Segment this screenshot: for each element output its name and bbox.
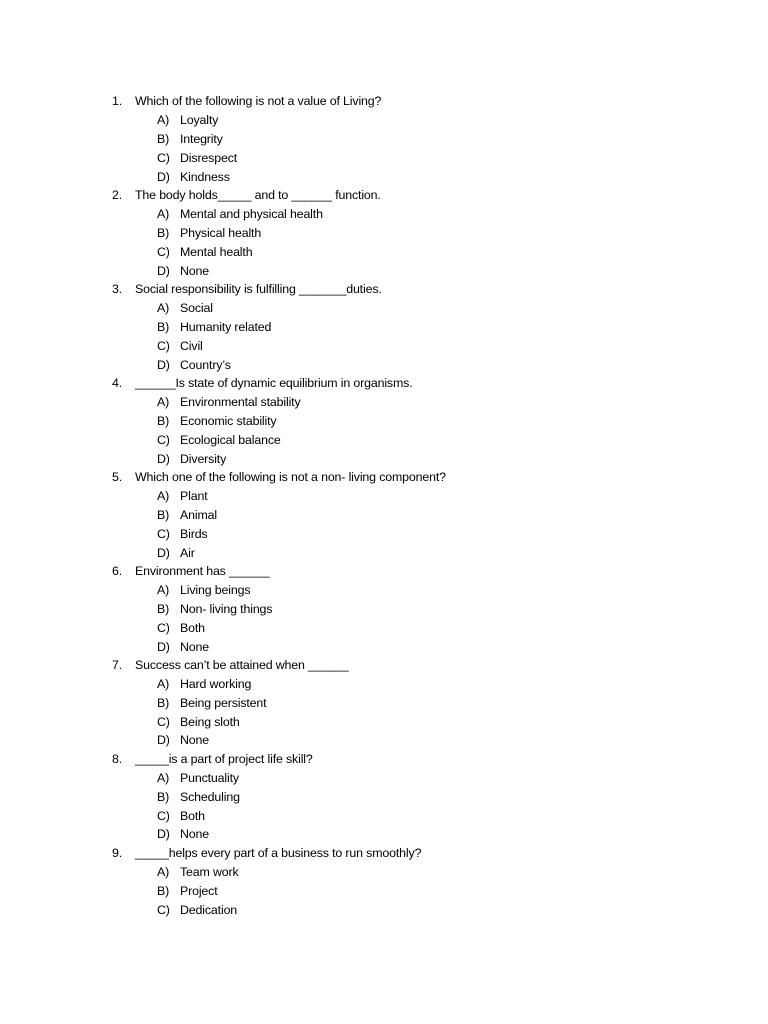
answer-option [112,111,446,130]
question-number: 2. [112,188,123,203]
question-line [112,468,446,487]
option-letter: A) [157,301,170,316]
question-line [112,186,446,205]
answer-option [112,506,446,525]
option-text: Mental health [180,244,253,259]
answer-option [112,336,446,355]
answer-option [112,863,446,882]
option-letter: C) [157,620,170,635]
question-text: Social responsibility is fulfilling _______duties. [135,282,382,297]
question-text: Environment has ______ [135,564,270,579]
question-text: Which of the following is not a value of Living? [135,94,382,109]
option-letter: B) [157,319,170,334]
answer-option [112,900,446,919]
option-text: Environmental stability [180,395,301,410]
option-text: Hard working [180,677,252,692]
answer-option [112,412,446,431]
option-letter: B) [157,413,170,428]
option-letter: D) [157,639,170,654]
option-letter: C) [157,150,170,165]
option-text: Kindness [180,169,230,184]
question-item [112,562,446,656]
option-letter: B) [157,789,170,804]
option-letter: D) [157,263,170,278]
answer-option [112,731,446,750]
option-text: Country’s [180,357,231,372]
option-letter: A) [157,677,170,692]
question-number: 9. [112,846,123,861]
answer-option [112,318,446,337]
option-text: Birds [180,526,208,541]
question-line [112,374,446,393]
option-text: Living beings [180,583,251,598]
question-item [112,280,446,374]
option-text: Integrity [180,131,223,146]
question-line [112,280,446,299]
answer-option [112,167,446,186]
answer-option [112,148,446,167]
option-letter: B) [157,507,170,522]
answer-option [112,637,446,656]
question-item [112,844,446,919]
option-letter: D) [157,451,170,466]
option-letter: B) [157,131,170,146]
answer-option [112,261,446,280]
question-line [112,656,446,675]
option-letter: C) [157,338,170,353]
option-letter: C) [157,526,170,541]
option-letter: C) [157,714,170,729]
answer-option [112,694,446,713]
answer-option [112,393,446,412]
option-letter: B) [157,695,170,710]
answer-option [112,242,446,261]
question-item [112,92,446,186]
option-text: Physical health [180,225,262,240]
question-text: ______Is state of dynamic equilibrium in organisms. [135,376,413,391]
option-letter: B) [157,225,170,240]
option-letter: D) [157,545,170,560]
answer-option [112,524,446,543]
answer-option [112,806,446,825]
option-letter: A) [157,113,170,128]
question-text: _____is a part of project life skill? [135,752,313,767]
question-line [112,562,446,581]
answer-option [112,130,446,149]
option-letter: C) [157,902,170,917]
answer-option [112,881,446,900]
option-text: Mental and physical health [180,207,323,222]
option-letter: A) [157,489,170,504]
answer-option [112,224,446,243]
question-item [112,750,446,844]
question-text: _____helps every part of a business to run smoothly? [135,846,422,861]
answer-option [112,430,446,449]
option-text: Diversity [180,451,227,466]
answer-option [112,487,446,506]
option-text: Humanity related [180,319,272,334]
option-text: Social [180,301,213,316]
question-line [112,844,446,863]
option-text: Civil [180,338,203,353]
answer-option [112,205,446,224]
question-line [112,750,446,769]
option-text: None [180,639,210,654]
option-letter: A) [157,771,170,786]
option-text: Team work [180,865,239,880]
option-letter: A) [157,865,170,880]
answer-option [112,769,446,788]
option-text: Both [180,620,205,635]
question-text: The body holds_____ and to ______ function. [135,188,381,203]
option-text: Being sloth [180,714,240,729]
option-text: Both [180,808,205,823]
answer-option [112,449,446,468]
question-list [112,92,446,919]
option-text: Scheduling [180,789,240,804]
question-number: 6. [112,564,123,579]
question-text: Which one of the following is not a non- living component? [135,470,446,485]
answer-option [112,618,446,637]
option-text: Animal [180,507,217,522]
option-text: Punctuality [180,771,239,786]
question-number: 5. [112,470,123,485]
answer-option [112,299,446,318]
question-number: 4. [112,376,123,391]
option-letter: C) [157,808,170,823]
option-text: Project [180,883,218,898]
option-letter: C) [157,432,170,447]
answer-option [112,675,446,694]
option-text: Disrespect [180,150,238,165]
answer-option [112,825,446,844]
question-item [112,186,446,280]
question-line [112,92,446,111]
question-number: 7. [112,658,123,673]
option-letter: C) [157,244,170,259]
question-text: Success can’t be attained when ______ [135,658,349,673]
question-number: 1. [112,94,123,109]
answer-option [112,355,446,374]
answer-option [112,543,446,562]
question-item [112,374,446,468]
answer-option [112,712,446,731]
question-number: 8. [112,752,123,767]
option-text: None [180,733,210,748]
option-letter: D) [157,357,170,372]
answer-option [112,600,446,619]
option-text: Loyalty [180,113,219,128]
question-item [112,656,446,750]
option-text: Being persistent [180,695,267,710]
option-letter: A) [157,583,170,598]
option-letter: B) [157,883,170,898]
option-letter: A) [157,207,170,222]
option-text: Air [180,545,195,560]
option-text: Dedication [180,902,238,917]
option-text: None [180,263,210,278]
option-text: None [180,827,210,842]
option-letter: A) [157,395,170,410]
option-text: Ecological balance [180,432,281,447]
option-letter: B) [157,601,170,616]
answer-option [112,787,446,806]
option-text: Plant [180,489,208,504]
question-item [112,468,446,562]
option-letter: D) [157,827,170,842]
question-number: 3. [112,282,123,297]
option-letter: D) [157,169,170,184]
answer-option [112,581,446,600]
option-text: Economic stability [180,413,277,428]
option-text: Non- living things [180,601,273,616]
option-letter: D) [157,733,170,748]
